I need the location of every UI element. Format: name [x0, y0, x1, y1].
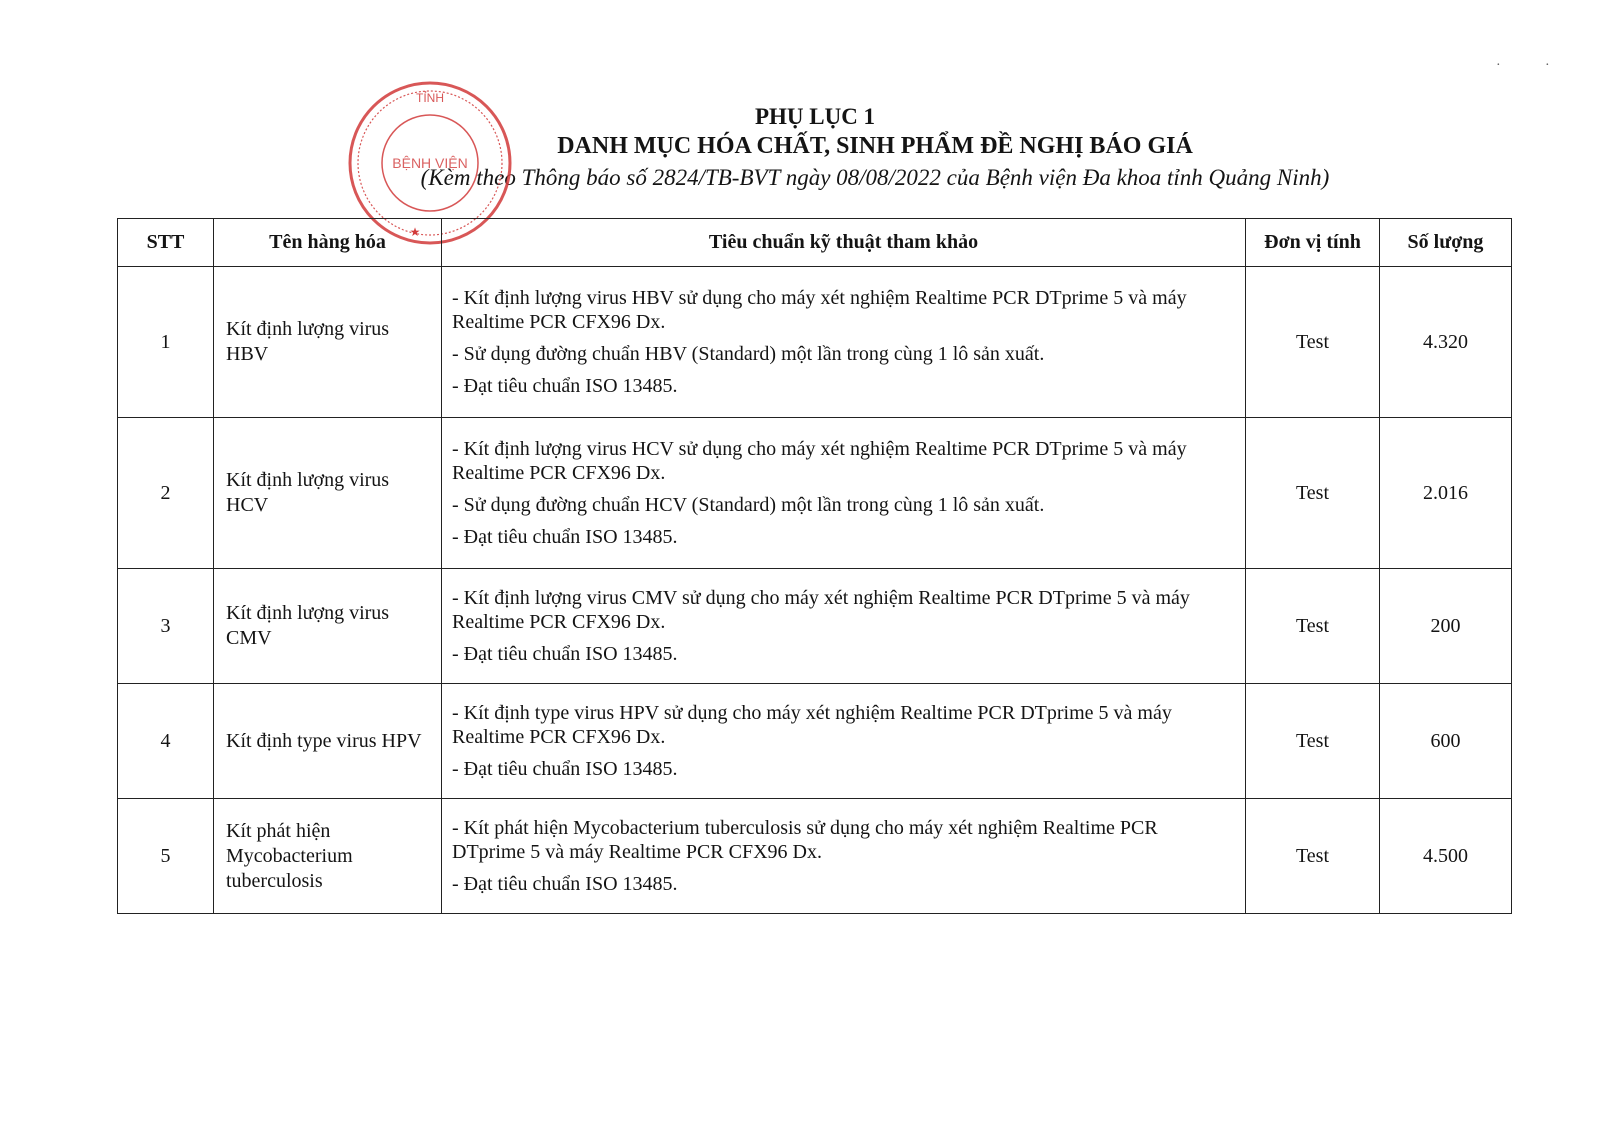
- table-row: [118, 267, 1512, 418]
- spec-line: - Đạt tiêu chuẩn ISO 13485.: [452, 758, 678, 780]
- cell-name: Kít định lượng virus HCV: [214, 418, 442, 569]
- cell-name: Kít định lượng virus HBV: [214, 267, 442, 418]
- table-row: [118, 799, 1512, 914]
- cell-qty: 600: [1380, 684, 1512, 799]
- spec-line: - Đạt tiêu chuẩn ISO 13485.: [452, 526, 678, 548]
- column-header-qty: Số lượng: [1380, 219, 1512, 267]
- cell-qty: 2.016: [1380, 418, 1512, 569]
- cell-name: Kít định type virus HPV: [214, 684, 442, 799]
- cell-stt: 1: [118, 267, 214, 418]
- table-row: [118, 684, 1512, 799]
- cell-unit: Test: [1246, 569, 1380, 684]
- cell-qty: 200: [1380, 569, 1512, 684]
- scan-speck: ·: [1545, 58, 1550, 73]
- spec-line: - Kít định lượng virus HCV sử dụng cho máy xét nghiệm Realtime PCR DTprime 5 và máy Realtime PCR CFX96 Dx.: [452, 438, 1187, 484]
- cell-stt: 5: [118, 799, 214, 914]
- items-table: [117, 218, 1512, 914]
- cell-spec: [442, 569, 1246, 684]
- column-header-unit: Đơn vị tính: [1246, 219, 1380, 267]
- cell-name: Kít phát hiện Mycobacterium tuberculosis: [214, 799, 442, 914]
- spec-line: - Đạt tiêu chuẩn ISO 13485.: [452, 873, 678, 895]
- spec-line: - Đạt tiêu chuẩn ISO 13485.: [452, 643, 678, 665]
- cell-stt: 2: [118, 418, 214, 569]
- seal-star-icon: ★: [409, 225, 421, 239]
- reference-subtitle: (Kèm theo Thông báo số 2824/TB-BVT ngày 08/08/2022 của Bệnh viện Đa khoa tỉnh Quảng Ninh): [420, 165, 1330, 190]
- table-row: [118, 418, 1512, 569]
- cell-unit: Test: [1246, 267, 1380, 418]
- document-header: [0, 103, 1600, 193]
- spec-line: - Kít định lượng virus CMV sử dụng cho máy xét nghiệm Realtime PCR DTprime 5 và máy Realtime PCR CFX96 Dx.: [452, 587, 1190, 633]
- column-header-name: Tên hàng hóa: [214, 219, 442, 267]
- cell-unit: Test: [1246, 799, 1380, 914]
- cell-stt: 4: [118, 684, 214, 799]
- spec-line: - Đạt tiêu chuẩn ISO 13485.: [452, 375, 678, 397]
- cell-unit: Test: [1246, 684, 1380, 799]
- spec-line: - Kít định type virus HPV sử dụng cho máy xét nghiệm Realtime PCR DTprime 5 và máy Realtime PCR CFX96 Dx.: [452, 702, 1172, 748]
- cell-spec: [442, 267, 1246, 418]
- cell-spec: [442, 799, 1246, 914]
- scan-speck: ·: [1496, 58, 1501, 73]
- table-row: [118, 569, 1512, 684]
- cell-qty: 4.500: [1380, 799, 1512, 914]
- appendix-title: PHỤ LỤC 1: [754, 104, 876, 129]
- cell-stt: 3: [118, 569, 214, 684]
- spec-line: - Sử dụng đường chuẩn HBV (Standard) một lần trong cùng 1 lô sản xuất.: [452, 343, 1045, 365]
- spec-line: - Kít phát hiện Mycobacterium tuberculosis sử dụng cho máy xét nghiệm Realtime PCR DTprime 5 và máy Realtime PCR CFX96 Dx.: [452, 817, 1158, 863]
- column-header-spec: Tiêu chuẩn kỹ thuật tham khảo: [442, 219, 1246, 267]
- cell-unit: Test: [1246, 418, 1380, 569]
- cell-name: Kít định lượng virus CMV: [214, 569, 442, 684]
- spec-line: - Kít định lượng virus HBV sử dụng cho máy xét nghiệm Realtime PCR DTprime 5 và máy Realtime PCR CFX96 Dx.: [452, 287, 1187, 333]
- cell-spec: [442, 418, 1246, 569]
- seal-text-top: TỈNH: [416, 91, 444, 105]
- cell-qty: 4.320: [1380, 267, 1512, 418]
- seal-text-center: BỆNH VIỆN: [392, 155, 468, 171]
- list-title: DANH MỤC HÓA CHẤT, SINH PHẨM ĐỀ NGHỊ BÁO GIÁ: [557, 133, 1193, 159]
- spec-line: - Sử dụng đường chuẩn HCV (Standard) một lần trong cùng 1 lô sản xuất.: [452, 494, 1045, 516]
- table-header-row: [118, 219, 1512, 267]
- cell-spec: [442, 684, 1246, 799]
- column-header-stt: STT: [118, 219, 214, 267]
